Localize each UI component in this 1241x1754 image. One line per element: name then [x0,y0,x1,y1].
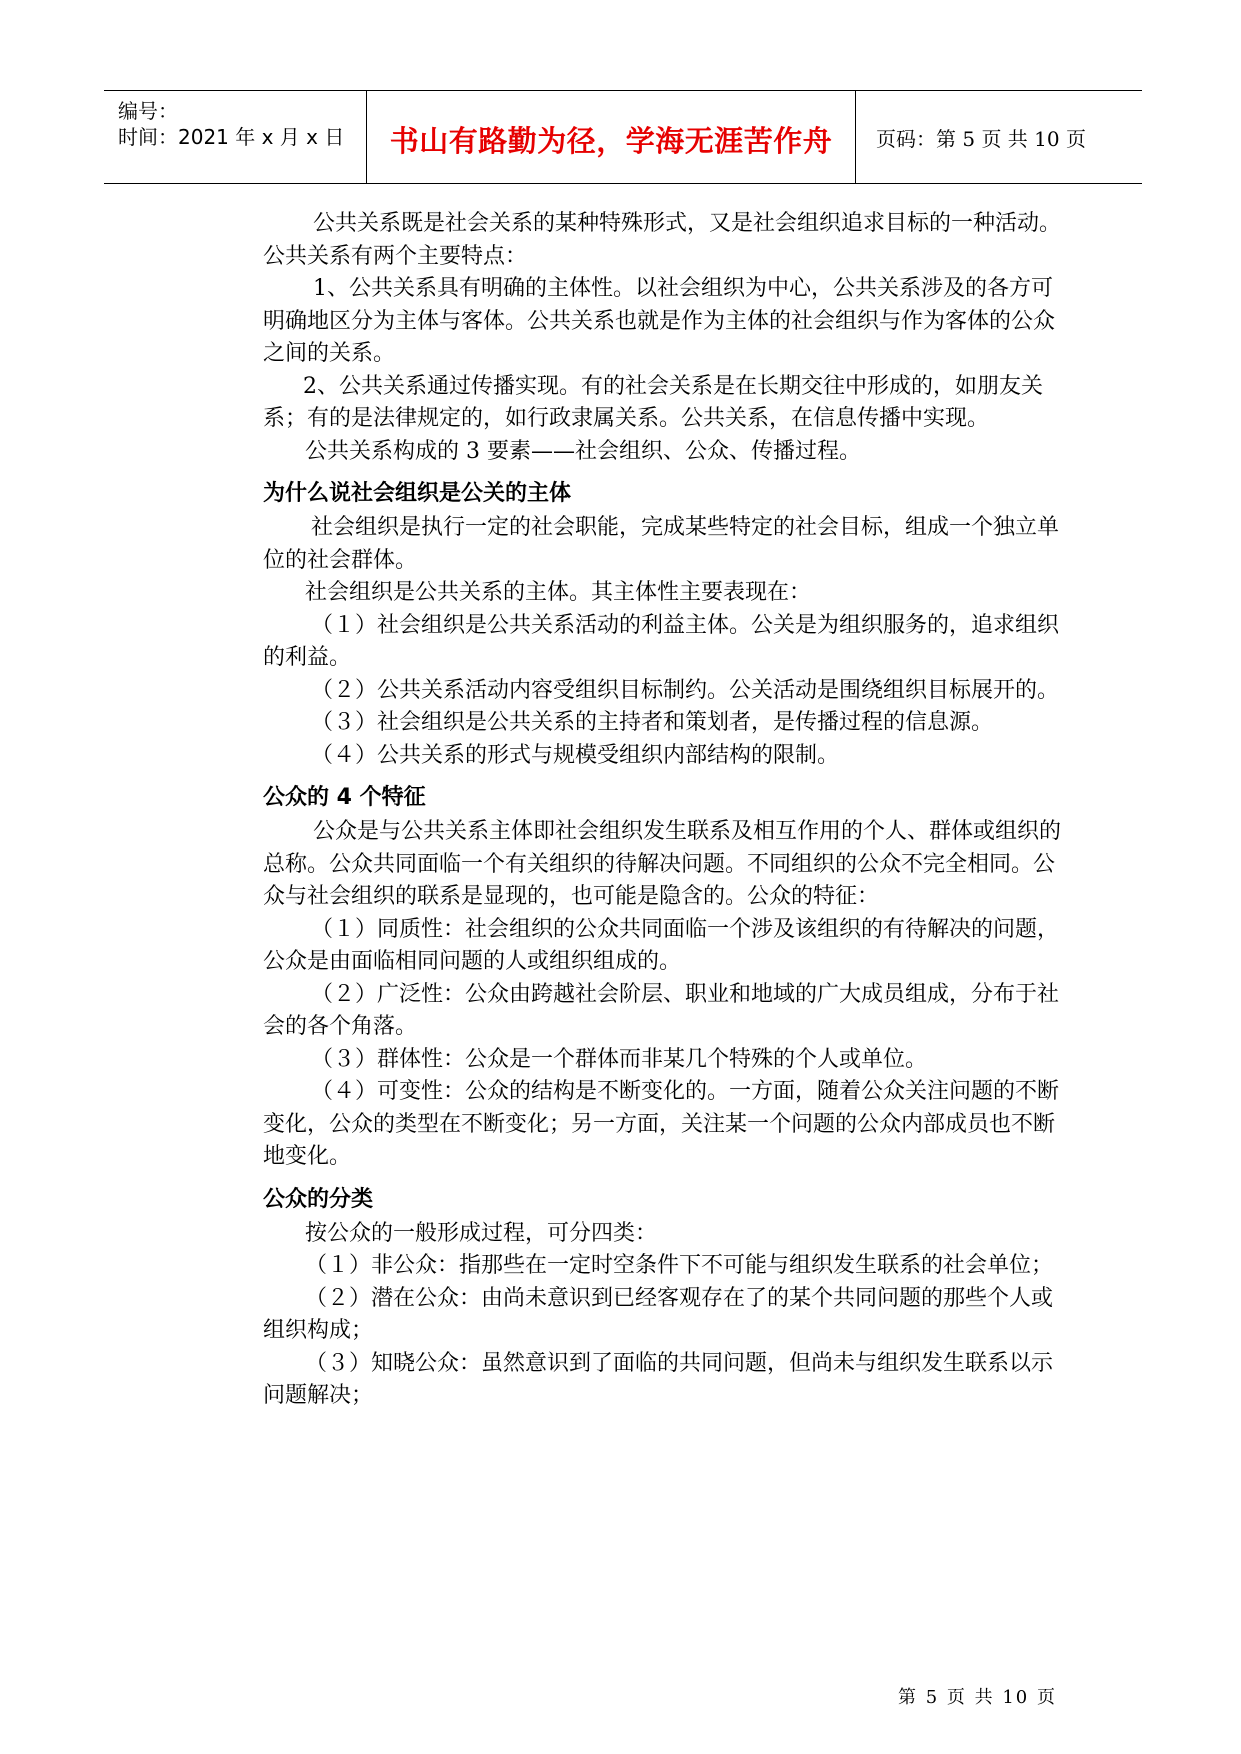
paragraph: （４）公共关系的形式与规模受组织内部结构的限制。 [311,742,840,768]
serial-label: 编号： [118,99,178,123]
paragraph: （１）非公众：指那些在一定时空条件下不可能与组织发生联系的社会单位； [305,1253,1054,1278]
paragraph: （４）可变性：公众的结构是不断变化的。一方面，随着公众关注问题的不断变化，公众的类型在不断变化；另一方面，关注某一个问题的公众内部成员也不断地变化。 [263,1079,1060,1169]
paragraph: 1、公共关系具有明确的主体性。以社会组织为中心，公共关系涉及的各方可明确地区分为主体与客体。公共关系也就是作为主体的社会组织与作为客体的公众之间的关系。 [263,276,1056,366]
section-heading: 为什么说社会组织是公关的主体 [263,481,572,506]
paragraph: 2、公共关系通过传播实现。有的社会关系是在长期交往中形成的，如朋友关系；有的是法律规定的，如行政隶属关系。公共关系，在信息传播中实现。 [263,373,1043,431]
page-header [104,90,1142,184]
paragraph: 公共关系构成的 3 要素——社会组织、公众、传播过程。 [305,438,861,464]
paragraph: （１）社会组织是公共关系活动的利益主体。公关是为组织服务的，追求组织的利益。 [263,612,1060,670]
section-heading: 公众的分类 [263,1186,374,1212]
paragraph: （２）广泛性：公众由跨越社会阶层、职业和地域的广大成员组成，分布于社会的各个角落。 [263,981,1060,1039]
header-middle-cell [367,91,856,183]
paragraph: （３）群体性：公众是一个群体而非某几个特殊的个人或单位。 [311,1046,928,1072]
page-label: 页码：第 5 页 共 10 页 [876,127,1086,151]
time-label: 时间：2021 年 x 月 x 日 [118,125,345,149]
paragraph: （２）公共关系活动内容受组织目标制约。公关活动是围绕组织目标展开的。 [311,677,1060,703]
paragraph: 社会组织是执行一定的社会职能，完成某些特定的社会目标，组成一个独立单位的社会群体。 [263,515,1060,573]
header-right-cell [856,91,1142,183]
paragraph: 社会组织是公共关系的主体。其主体性主要表现在： [305,580,812,605]
paragraph: （１）同质性：社会组织的公众共同面临一个涉及该组织的有待解决的问题，公众是由面临相同问题的人或组织组成的。 [263,916,1060,974]
header-left-cell [104,91,367,183]
paragraph: 按公众的一般形成过程，可分四类： [305,1220,658,1246]
page-footer: 第 5 页 共 10 页 [898,1687,1057,1708]
motto: 书山有路勤为径，学海无涯苦作舟 [389,124,833,158]
paragraph: （３）知晓公众：虽然意识到了面临的共同问题，但尚未与组织发生联系以示问题解决； [263,1350,1054,1408]
paragraph: （２）潜在公众：由尚未意识到已经客观存在了的某个共同问题的那些个人或组织构成； [263,1285,1054,1343]
paragraph: 公众是与公共关系主体即社会组织发生联系及相互作用的个人、群体或组织的总称。公众共同面临一个有关组织的待解决问题。不同组织的公众不完全相同。公众与社会组织的联系是显现的，也可能是隐含的。公众的特征： [263,819,1062,909]
section-heading: 公众的 4 个特征 [263,785,426,810]
paragraph: （３）社会组织是公共关系的主持者和策划者，是传播过程的信息源。 [311,710,994,735]
document-body [263,208,1063,1413]
paragraph: 公共关系既是社会关系的某种特殊形式，又是社会组织追求目标的一种活动。公共关系有两个主要特点： [263,211,1062,269]
